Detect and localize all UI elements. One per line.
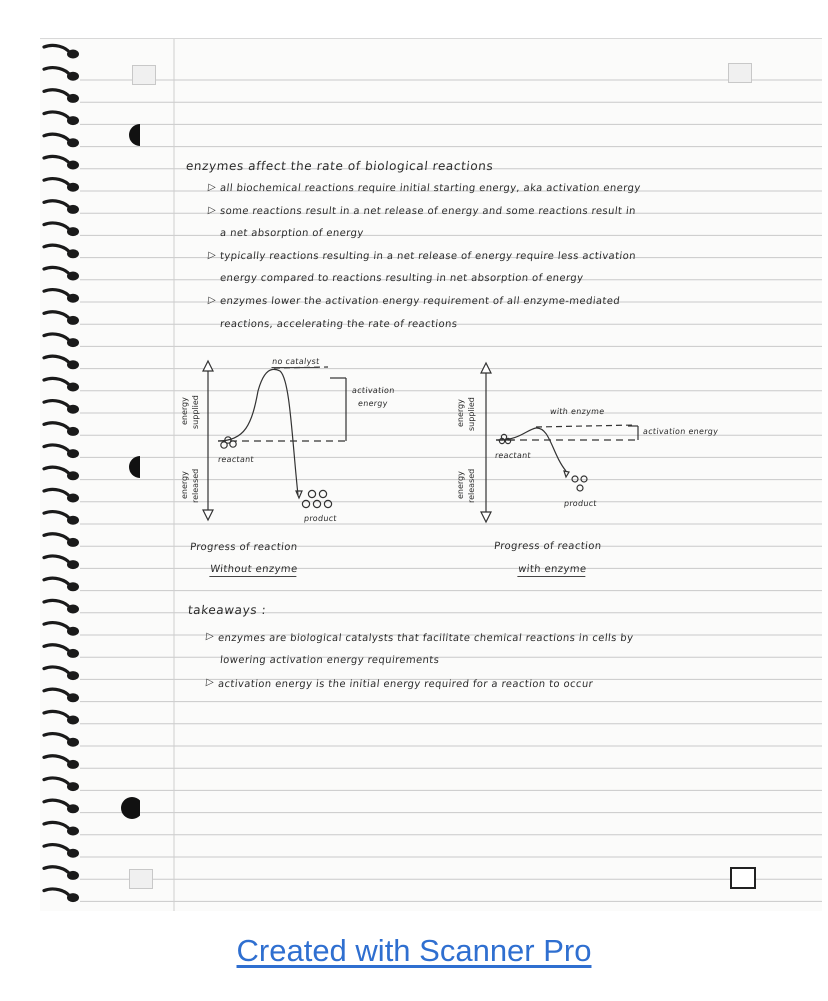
right-axis-label-released-1: energy xyxy=(456,471,465,499)
takeaway-1-marker: ▷ xyxy=(205,631,215,642)
corner-marker-top-right xyxy=(728,63,752,83)
takeaway-2-line-1: activation energy is the initial energy required for a reaction to occur xyxy=(217,679,594,690)
bullet-4-marker: ▷ xyxy=(207,295,217,306)
left-axis-label-released-2: released xyxy=(191,468,200,503)
bullet-3-marker: ▷ xyxy=(207,250,217,261)
bullet-4-line-2: reactions, accelerating the rate of reactions xyxy=(219,319,458,330)
spiral-binding xyxy=(40,39,140,911)
left-axis-label-released-1: energy xyxy=(180,471,189,499)
footer xyxy=(0,933,828,969)
bullet-4-line-1: enzymes lower the activation energy requirement of all enzyme-mediated xyxy=(219,296,621,307)
left-condition-label: Without enzyme xyxy=(209,564,299,575)
right-product-label: product xyxy=(563,499,598,508)
bullet-1-line-1: all biochemical reactions require initial starting energy, aka activation energy xyxy=(219,183,642,194)
right-axis-label-supplied-1: energy xyxy=(456,399,465,427)
bullet-3-line-1: typically reactions resulting in a net release of energy require less activation xyxy=(219,251,637,262)
bullet-2-marker: ▷ xyxy=(207,205,217,216)
bullet-3-line-2: energy compared to reactions resulting in net absorption of energy xyxy=(219,273,584,284)
left-axis-label-supplied-2: supplied xyxy=(191,395,200,429)
takeaway-2-marker: ▷ xyxy=(205,677,215,688)
right-progress-label: Progress of reaction xyxy=(493,541,603,552)
left-reactant-label: reactant xyxy=(217,455,255,464)
scanner-pro-link[interactable]: Created with Scanner Pro xyxy=(236,933,592,968)
right-diagram-caption: with enzyme xyxy=(549,407,605,416)
takeaway-1-line-1: enzymes are biological catalysts that facilitate chemical reactions in cells by xyxy=(217,633,634,644)
notes-title: enzymes affect the rate of biological reactions xyxy=(185,159,495,173)
corner-marker-bottom-right xyxy=(730,867,756,889)
left-activation-label-line-2: energy xyxy=(357,399,389,408)
corner-marker-top-left xyxy=(132,65,156,85)
left-product-label: product xyxy=(303,514,338,523)
right-reactant-label: reactant xyxy=(494,451,532,460)
right-activation-label: activation energy xyxy=(642,427,719,436)
right-axis-label-released-2: released xyxy=(467,468,476,503)
left-progress-label: Progress of reaction xyxy=(189,542,299,553)
left-axis-label-supplied-1: energy xyxy=(180,397,189,425)
left-activation-label-line-1: activation xyxy=(351,386,396,395)
left-diagram-caption: no catalyst xyxy=(271,357,320,366)
right-condition-label: with enzyme xyxy=(517,564,588,575)
right-axis-label-supplied-2: supplied xyxy=(467,397,476,431)
takeaway-1-line-2: lowering activation energy requirements xyxy=(219,655,440,666)
corner-marker-bottom-left xyxy=(129,869,153,889)
bullet-1-marker: ▷ xyxy=(207,182,217,193)
bullet-2-line-2: a net absorption of energy xyxy=(219,228,365,239)
takeaways-heading: takeaways : xyxy=(187,603,268,617)
bullet-2-line-1: some reactions result in a net release of energy and some reactions result in xyxy=(219,206,637,217)
notebook-page xyxy=(40,38,822,911)
